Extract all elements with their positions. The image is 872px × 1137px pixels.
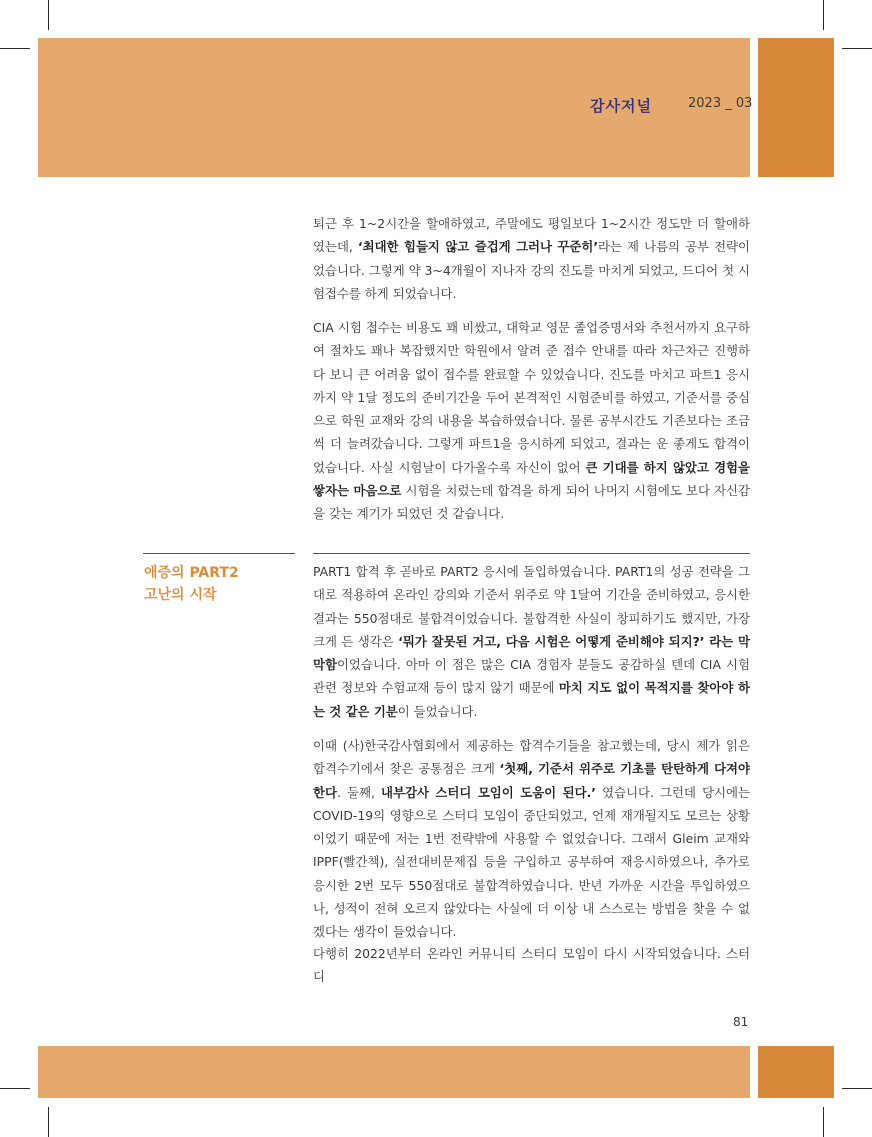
paragraph	[313, 212, 750, 305]
text-run: 이 들었습니다.	[397, 703, 478, 719]
section-title	[144, 562, 239, 606]
crop-mark	[823, 0, 824, 30]
crop-mark	[48, 0, 49, 30]
text-run: 라는 제 나름의 공부 전략이었습니다. 그렇게 약 3~4개월이 지나자 강의 진도를 마치게 되었고, 드디어 첫 시험접수를 하게 되었습니다.	[313, 239, 750, 301]
paragraph	[313, 734, 750, 944]
crop-mark	[0, 48, 30, 49]
section-rule-right	[313, 553, 750, 554]
crop-mark	[842, 1088, 872, 1089]
text-run: 이때 (사)한국감사협회에서 제공하는 합격수기들을 참고했는데, 당시 제가 읽은 합격수기에서 찾은 공통점은 크게	[313, 738, 750, 777]
paragraph	[313, 316, 750, 526]
crop-mark	[48, 1107, 49, 1137]
bold-text: 마치 지도 없이 목적지를 찾아야 하는 것 같은 기분	[313, 680, 750, 719]
text-run: CIA 시험 접수는 비용도 꽤 비쌌고, 대학교 영문 졸업증명서와 추천서까지 요구하여 절차도 꽤나 복잡했지만 학원에서 알려 준 접수 안내를 따라 차근차근 진행하다 보니 큰 어려움 없이 접수를 완료할 수 있었습니다. 진도를 마치고 파트1 응시까지 약 1달 정도의 준비기간을 두어 본격적인 시험준비를 하였고, 기준서를 중심으로 학원 교재와 강의 내용을 복습하였습니다. 물론 공부시간도 기존보다는 조금씩 더 늘려갔습니다. 그렇게 파트1을 응시하게 되었고, 결과는 운 좋게도 합격이었습니다. 사실 시험날이 다가올수록 자신이 없어	[313, 320, 750, 475]
text-run: 다행히 2022년부터 온라인 커뮤니티 스터디 모임이 다시 시작되었습니다. 스터디	[313, 946, 750, 985]
footer-side-band	[758, 1046, 834, 1098]
crop-mark	[842, 48, 872, 49]
section-title-line: 애증의 PART2	[144, 565, 239, 581]
text-run: 퇴근 후 1~2시간을 할애하였고, 주말에도 평일보다 1~2시간 정도만 더 할애하였는데,	[313, 216, 750, 255]
bold-text: 큰 기대를 하지 않았고 경험을 쌓자는 마음으로	[313, 459, 750, 499]
text-run: 시험을 치렀는데 합격을 하게 되어 나머지 시험에도 보다 자신감을 갖는 계기가 되었던 것 같습니다.	[313, 483, 750, 522]
journal-title: 감사저널	[590, 97, 652, 115]
section-rule-left	[143, 553, 295, 554]
text-run: . 둘째,	[336, 784, 382, 800]
paragraph	[313, 560, 750, 723]
text-run: PART1 합격 후 곧바로 PART2 응시에 돌입하였습니다. PART1의 성공 전략을 그대로 적용하여 온라인 강의와 기준서 위주로 약 1달여 기간을 준비하였고, 응시한 결과는 550점대로 불합격이었습니다. 불합격한 사실이 창피하기도 했지만, 가장 크게 든 생각은	[313, 564, 750, 649]
bold-text: ‘첫째, 기준서 위주로 기초를 탄탄하게 다져야 한다	[313, 761, 750, 800]
section-title-line: 고난의 시작	[144, 587, 217, 603]
issue-label: 2023 _ 03	[688, 96, 753, 111]
page-number: 81	[733, 1015, 749, 1029]
paragraph	[313, 942, 750, 989]
bold-text: ‘뭐가 잘못된 거고, 다음 시험은 어떻게 준비해야 되지?’ 라는 막막함	[313, 633, 750, 673]
header-side-band	[758, 38, 834, 177]
crop-mark	[823, 1107, 824, 1137]
bold-text: ‘최대한 힘들지 않고 즐겁게 그러나 꾸준히’	[357, 239, 599, 255]
text-run: 이었습니다. 아마 이 점은 많은 CIA 경험자 분들도 공감하실 텐데 CIA 시험 관련 정보와 수험교재 등이 많지 않기 때문에	[313, 657, 750, 696]
text-run: 였습니다. 그런데 당시에는 COVID-19의 영향으로 스터디 모임이 중단되었고, 언제 재개될지도 모르는 상황이었기 때문에 저는 1번 전략밖에 사용할 수 없었습니다. 그래서 Gleim 교재와 IPPF(빨간책), 실전대비문제집 등을 구입하고 공부하여 재응시하였으나, 추가로 응시한 2번 모두 550점대로 불합격하였습니다. 반년 가까운 시간을 투입하였으나, 성적이 전혀 오르지 않았다는 사실에 더 이상 내 스스로는 방법을 찾을 수 없겠다는 생각이 들었습니다.	[313, 784, 750, 940]
footer-band	[38, 1046, 750, 1098]
crop-mark	[0, 1088, 30, 1089]
bold-text: 내부감사 스터디 모임이 도움이 된다.’	[381, 784, 596, 800]
